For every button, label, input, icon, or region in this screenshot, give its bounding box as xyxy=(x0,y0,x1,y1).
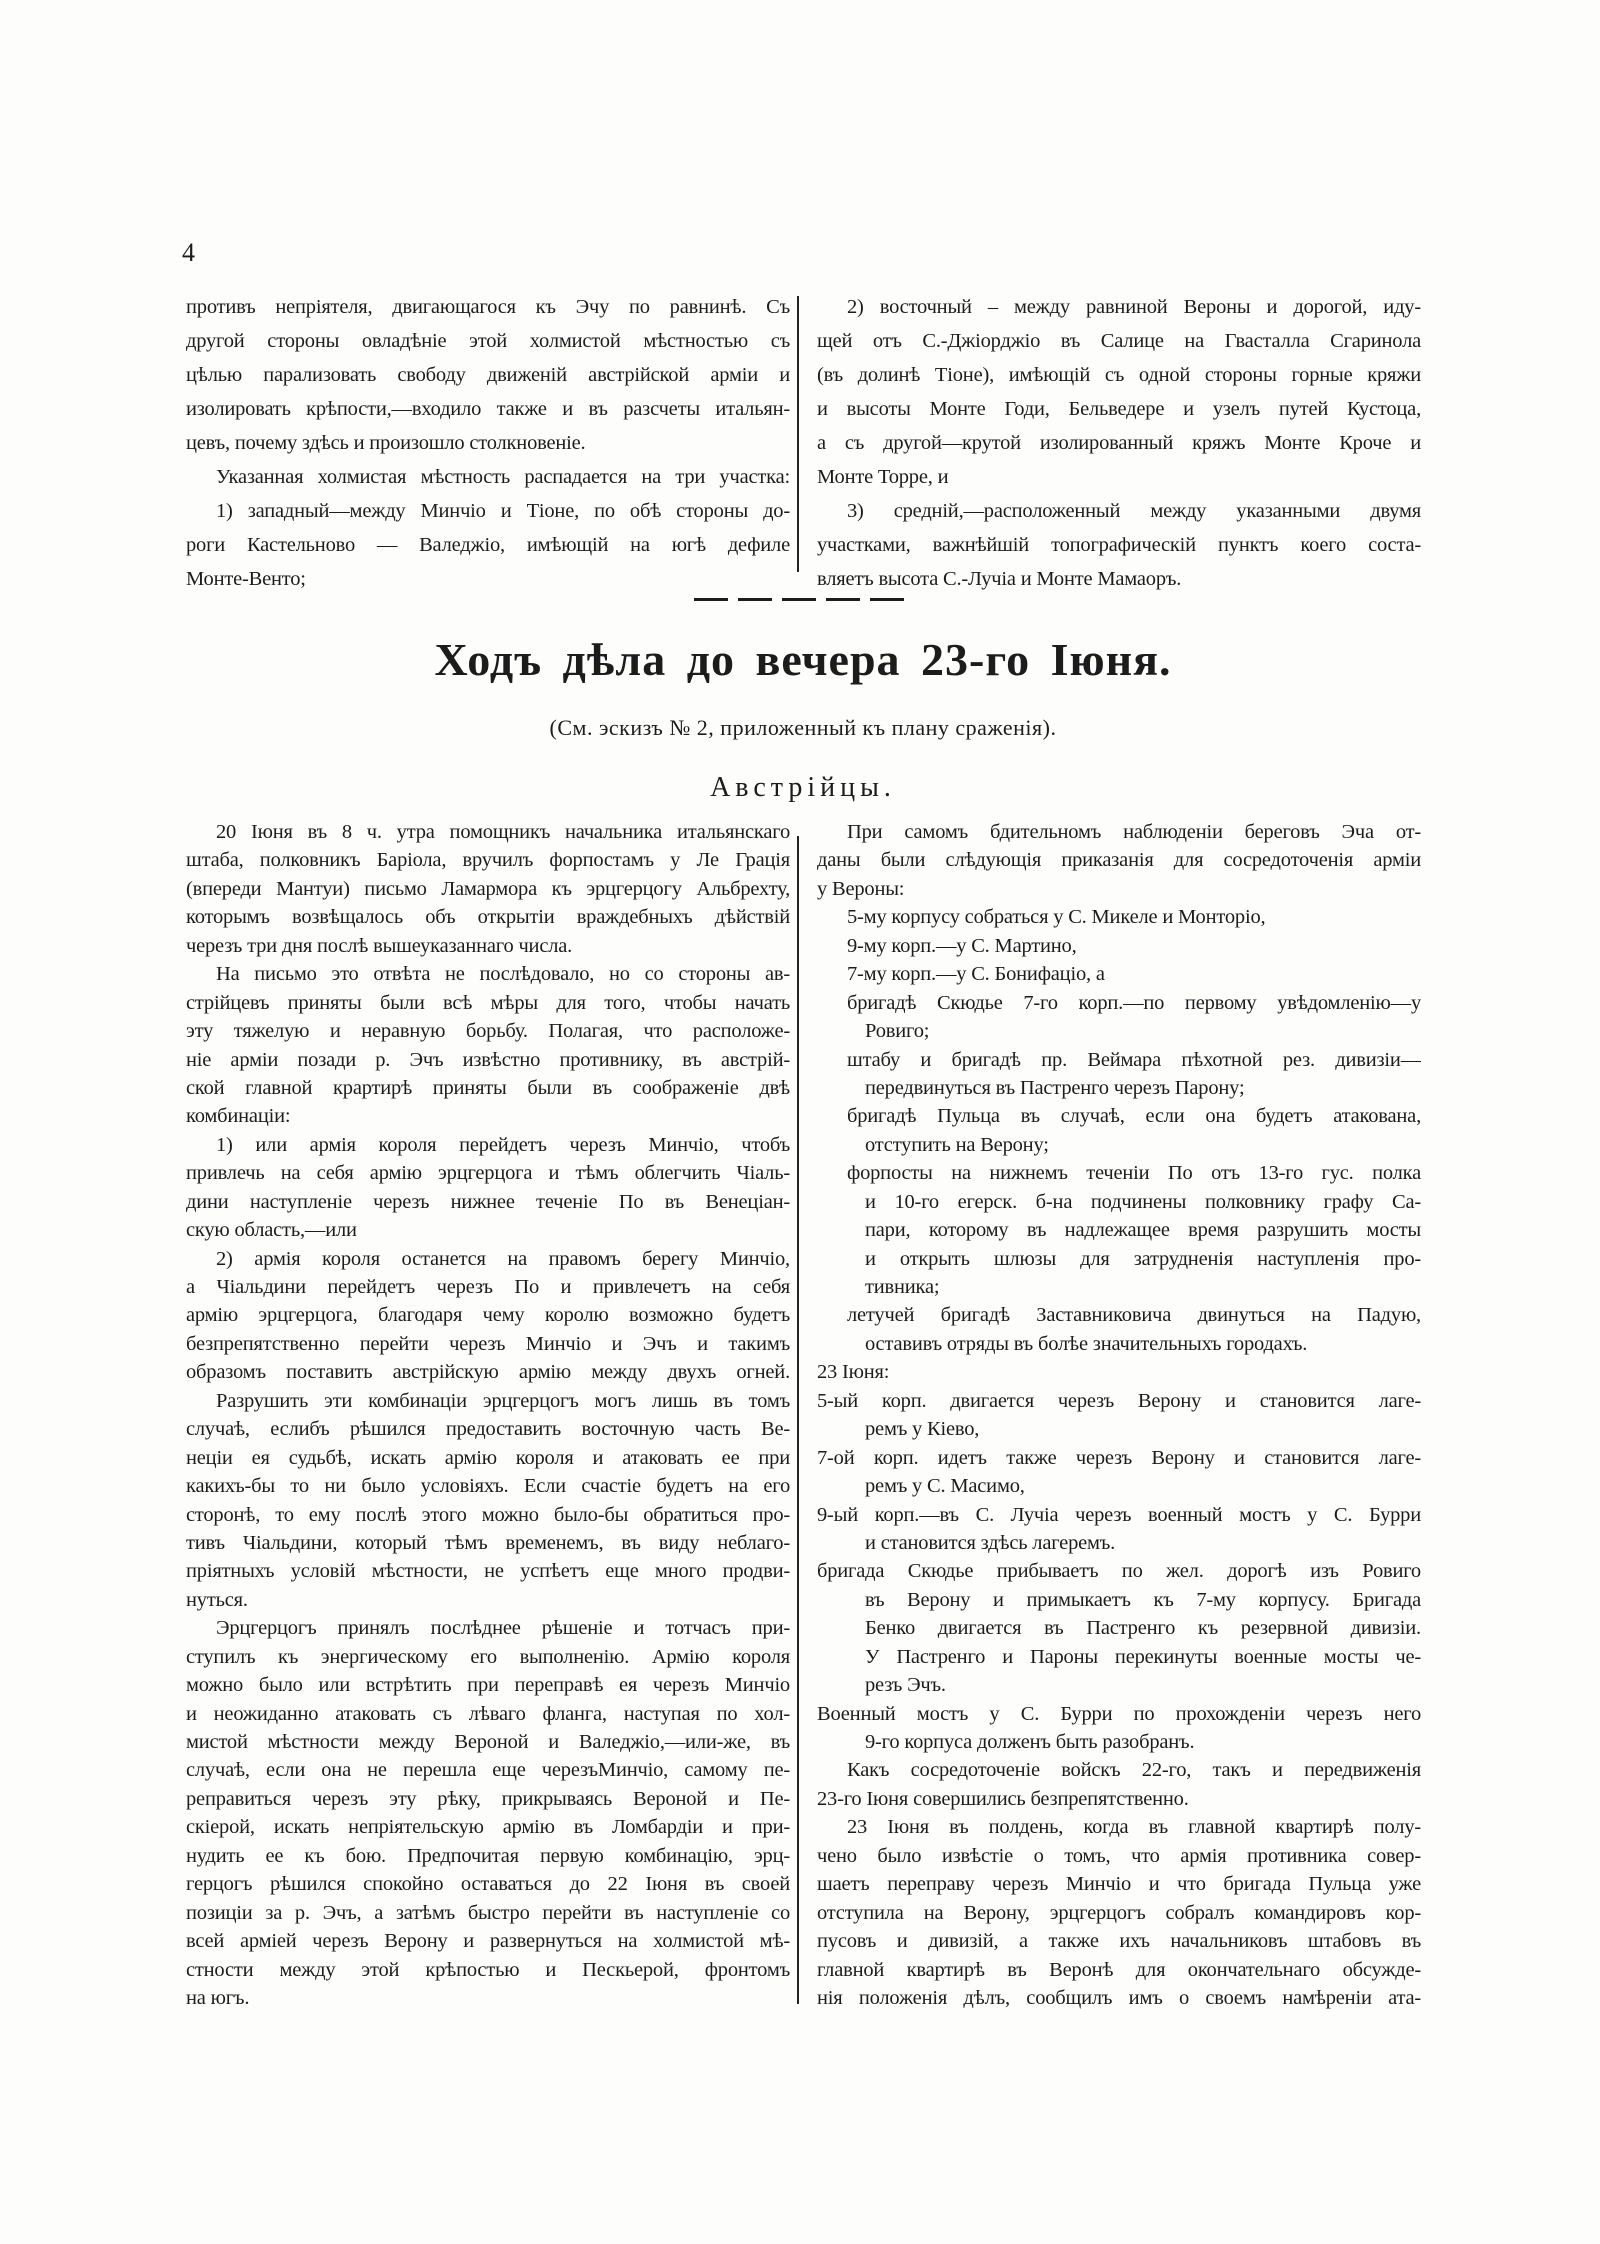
text-line: тивника; xyxy=(865,1276,940,1298)
text-line: случаѣ, еслибъ рѣшился предоставить восточную часть Ве- xyxy=(186,1418,790,1441)
text-line: Ровиго; xyxy=(865,1020,930,1043)
text-line: ской главной крартирѣ приняты были въ соображеніе двѣ xyxy=(186,1076,790,1099)
text-line: у Вероны: xyxy=(817,877,905,900)
page-number: 4 xyxy=(182,238,195,267)
text-line: образомъ поставить австрійскую армію между двухъ огней. xyxy=(186,1361,790,1384)
text-line: цѣлью парализовать свободу движеній австрійской арміи и xyxy=(186,364,790,386)
text-line: скіерой, искать непріятельскую армію въ Ломбардіи и при- xyxy=(186,1816,790,1839)
text-line: участками, важнѣйшій топографическій пунктъ коего соста- xyxy=(817,534,1421,556)
text-line: стрійцевъ приняты были всѣ мѣры для того, чтобы начать xyxy=(186,991,790,1014)
text-line: даны были слѣдующія приказанія для сосредоточенія арміи xyxy=(817,849,1421,872)
text-line: нудить ее къ бою. Предпочитая первую комбинацію, эрц- xyxy=(186,1844,790,1867)
text-line: и становится здѣсь лагеремъ. xyxy=(865,1531,1116,1554)
text-line: можно было или встрѣтить при переправѣ ея черезъ Минчіо xyxy=(186,1674,790,1697)
column-divider-top xyxy=(797,296,799,572)
text-line: и 10-го егерск. б-на подчинены полковнику графу Са- xyxy=(865,1190,1421,1213)
text-line: вляетъ высота С.-Лучіа и Монте Мамаоръ. xyxy=(817,568,1182,590)
column-divider-body xyxy=(797,836,799,2004)
text-line: тивъ Чіальдини, который тѣмъ временемъ, въ виду неблаго- xyxy=(186,1531,790,1554)
text-line: ремъ у Кіево, xyxy=(865,1418,980,1441)
text-line: нія положенія дѣлъ, сообщилъ имъ о своемъ намѣреніи ата- xyxy=(817,1986,1421,2009)
text-line: 9-ый корп.—въ С. Лучіа черезъ военный мостъ у С. Бурри xyxy=(817,1503,1421,1526)
text-line: отступила на Верону, эрцгерцогъ собралъ командировъ кор- xyxy=(817,1901,1421,1924)
text-line: бригада Скюдье прибываетъ по жел. дорогѣ изъ Ровиго xyxy=(817,1560,1421,1583)
text-line: дини наступленіе черезъ нижнее теченіе По въ Венеціан- xyxy=(186,1190,790,1213)
text-line: и высоты Монте Годи, Бельведере и узелъ путей Кустоца, xyxy=(817,398,1421,420)
text-line: 23-го Іюня совершились безпрепятственно. xyxy=(817,1787,1189,1810)
text-line: 1) или армія короля перейдетъ черезъ Минчіо, чтобъ xyxy=(216,1133,790,1156)
text-line: мистой мѣстности между Вероной и Валеджіо,—или-же, въ xyxy=(186,1731,790,1753)
text-line: 5-ый корп. двигается черезъ Верону и становится лаге- xyxy=(817,1389,1421,1412)
text-line: Монте-Венто; xyxy=(186,568,306,590)
text-line: 20 Іюня въ 8 ч. утра помощникъ начальника итальянскаго xyxy=(216,821,790,843)
text-line: эту тяжелую и неравную борьбу. Полагая, что расположе- xyxy=(186,1020,790,1043)
text-line: пріятныхъ условій мѣстности, не успѣетъ еще много продви- xyxy=(186,1560,790,1583)
text-line: летучей бригадѣ Заставниковича двинуться на Падую, xyxy=(847,1304,1421,1327)
text-line: Разрушить эти комбинаціи эрцгерцогъ могъ лишь въ томъ xyxy=(216,1389,790,1412)
text-line: а Чіальдини перейдетъ черезъ По и привлечетъ на себя xyxy=(186,1276,790,1298)
text-line: всей арміей черезъ Верону и развернуться на холмистой мѣ- xyxy=(186,1930,790,1953)
intro-right-column xyxy=(817,290,1421,596)
text-line: нуться. xyxy=(186,1588,248,1611)
text-line: чено было извѣстіе о томъ, что армія противника совер- xyxy=(817,1844,1421,1867)
text-line: 2) восточный – между равниной Вероны и дорогой, иду- xyxy=(847,296,1421,318)
text-line: бригадѣ Скюдье 7-го корп.—по первому увѣдомленію—у xyxy=(847,991,1421,1014)
text-line: случаѣ, если она не перешла еще черезъМинчіо, самому пе- xyxy=(186,1759,790,1782)
text-line: Эрцгерцогъ принялъ послѣднее рѣшеніе и тотчасъ при- xyxy=(216,1617,790,1640)
text-line: 7-му корп.—у С. Бонифаціо, а xyxy=(847,963,1105,986)
text-line: На письмо это отвѣта не послѣдовало, но со стороны ав- xyxy=(216,963,790,986)
text-line: главной квартирѣ въ Веронѣ для окончательнаго обсужде- xyxy=(817,1958,1421,1981)
text-line: реправиться черезъ эту рѣку, прикрываясь Вероной и Пе- xyxy=(186,1787,790,1810)
text-line: и открыть шлюзы для затрудненія наступленія про- xyxy=(865,1247,1421,1270)
text-line: ступилъ къ энергическому его выполненію. Армію короля xyxy=(186,1645,790,1668)
body-right-column xyxy=(817,818,1421,2012)
body-left-column xyxy=(186,818,790,2012)
text-line: Указанная холмистая мѣстность распадается на три участка: xyxy=(216,466,790,488)
text-line: 9-го корпуса долженъ быть разобранъ. xyxy=(865,1731,1195,1753)
text-line: штаба, полковникъ Баріола, вручилъ форпостамъ у Ле Грація xyxy=(186,849,790,872)
text-line: герцогъ рѣшился спокойно оставаться до 22 Іюня въ своей xyxy=(186,1873,790,1896)
text-line: армію эрцгерцога, благодаря чему королю возможно будетъ xyxy=(186,1304,790,1327)
text-line: какихъ-бы то ни было условіяхъ. Если счастіе будетъ на его xyxy=(186,1475,790,1498)
text-line: (впереди Мантуи) письмо Ламармора къ эрцгерцогу Альбрехту, xyxy=(186,877,790,900)
text-line: другой стороны овладѣніе этой холмистой мѣстностью съ xyxy=(186,330,790,352)
chapter-subtitle: (См. эскизъ № 2, приложенный къ плану сраженія). xyxy=(549,715,1057,740)
text-line: штабу и бригадѣ пр. Веймара пѣхотной рез. дивизіи— xyxy=(847,1048,1421,1071)
text-line: сторонѣ, то ему послѣ этого можно было-бы обратиться про- xyxy=(186,1503,790,1526)
text-line: 9-му корп.—у С. Мартино, xyxy=(847,934,1077,957)
text-line: пари, которому въ надлежащее время разрушить мосты xyxy=(865,1219,1421,1242)
section-heading-austrians: Австрійцы. xyxy=(710,772,896,803)
text-line: резъ Эчъ. xyxy=(865,1674,946,1697)
text-line: 23 Іюня: xyxy=(817,1361,890,1384)
text-line: въ Верону и примыкаетъ къ 7-му корпусу. Бригада xyxy=(865,1588,1421,1611)
text-line: стности между этой крѣпостью и Пескьерой, фронтомъ xyxy=(186,1958,790,1981)
text-line: передвинуться въ Пастренго черезъ Парону; xyxy=(865,1076,1245,1099)
text-line: позиціи за р. Эчъ, а затѣмъ быстро перейти въ наступленіе со xyxy=(186,1901,790,1924)
text-line: бригадѣ Пульца въ случаѣ, если она будетъ атакована, xyxy=(847,1105,1421,1128)
text-line: У Пастренго и Пароны перекинуты военные мосты че- xyxy=(865,1645,1421,1668)
text-line: 3) средній,—расположенный между указанными двумя xyxy=(847,500,1421,522)
text-line: и неожиданно атаковать съ лѣваго фланга, наступая по хол- xyxy=(186,1702,790,1725)
text-line: форпосты на нижнемъ теченіи По отъ 13-го гус. полка xyxy=(847,1162,1421,1185)
text-line: ніе арміи позади р. Эчъ извѣстно противнику, въ австрій- xyxy=(186,1048,790,1071)
text-line: 23 Іюня въ полдень, когда въ главной квартирѣ полу- xyxy=(847,1816,1421,1839)
text-line: Военный мостъ у С. Бурри по прохожденіи черезъ него xyxy=(817,1702,1421,1725)
text-line: комбинаціи: xyxy=(186,1105,291,1128)
text-line: безпрепятственно перейти черезъ Минчіо и Эчъ и такимъ xyxy=(186,1332,790,1355)
text-line: Бенко двигается въ Пастренго къ резервной дивизіи. xyxy=(865,1617,1421,1640)
text-line: отступить на Верону; xyxy=(865,1133,1049,1156)
text-line: противъ непріятеля, двигающагося къ Эчу по равнинѣ. Съ xyxy=(186,296,790,318)
text-line: (въ долинѣ Тіоне), имѣющій съ одной стороны горные кряжи xyxy=(817,364,1421,386)
text-line: оставивъ отряды въ болѣе значительныхъ городахъ. xyxy=(865,1332,1308,1355)
text-line: При самомъ бдительномъ наблюденіи береговъ Эча от- xyxy=(847,821,1421,843)
text-line: скую область,—или xyxy=(186,1219,357,1242)
text-line: ремъ у С. Масимо, xyxy=(865,1475,1025,1498)
text-line: роги Кастельново — Валеджіо, имѣющій на югѣ дефиле xyxy=(186,534,790,556)
intro-left-column xyxy=(186,290,790,596)
text-line: 5-му корпусу собраться у С. Микеле и Монторіо, xyxy=(847,906,1266,929)
text-line: на югъ. xyxy=(186,1986,250,2009)
text-line: черезъ три дня послѣ вышеуказаннаго числа. xyxy=(186,934,573,957)
text-line: пусовъ и дивизій, а также ихъ начальниковъ штабовъ въ xyxy=(817,1930,1421,1953)
text-line: а съ другой—крутой изолированный кряжъ Монте Кроче и xyxy=(817,432,1421,454)
text-line: 7-ой корп. идетъ также черезъ Верону и становится лаге- xyxy=(817,1446,1421,1469)
text-line: Монте Торре, и xyxy=(817,466,949,488)
text-line: изолировать крѣпости,—входило также и въ разсчеты итальян- xyxy=(186,398,790,420)
text-line: 1) западный—между Минчіо и Тіоне, по обѣ стороны до- xyxy=(216,500,790,522)
section-divider-rule xyxy=(694,598,912,601)
text-line: неціи ея судьбѣ, искать армію короля и атаковать ее при xyxy=(186,1446,790,1469)
text-line: привлечь на себя армію эрцгерцога и тѣмъ облегчить Чіаль- xyxy=(186,1162,790,1185)
text-line: 2) армія короля останется на правомъ берегу Минчіо, xyxy=(216,1247,790,1270)
text-line: щей отъ С.-Джіорджіо въ Салице на Гвасталла Сгаринола xyxy=(817,330,1421,352)
text-line: шаетъ переправу черезъ Минчіо и что бригада Пульца уже xyxy=(817,1873,1421,1896)
text-line: цевъ, почему здѣсь и произошло столкновеніе. xyxy=(186,432,586,454)
chapter-heading: Ходъ дѣла до вечера 23-го Іюня. xyxy=(434,634,1172,685)
text-line: Какъ сосредоточеніе войскъ 22-го, такъ и передвиженія xyxy=(847,1759,1421,1782)
text-line: которымъ возвѣщалось объ открытіи враждебныхъ дѣйствій xyxy=(186,906,790,929)
